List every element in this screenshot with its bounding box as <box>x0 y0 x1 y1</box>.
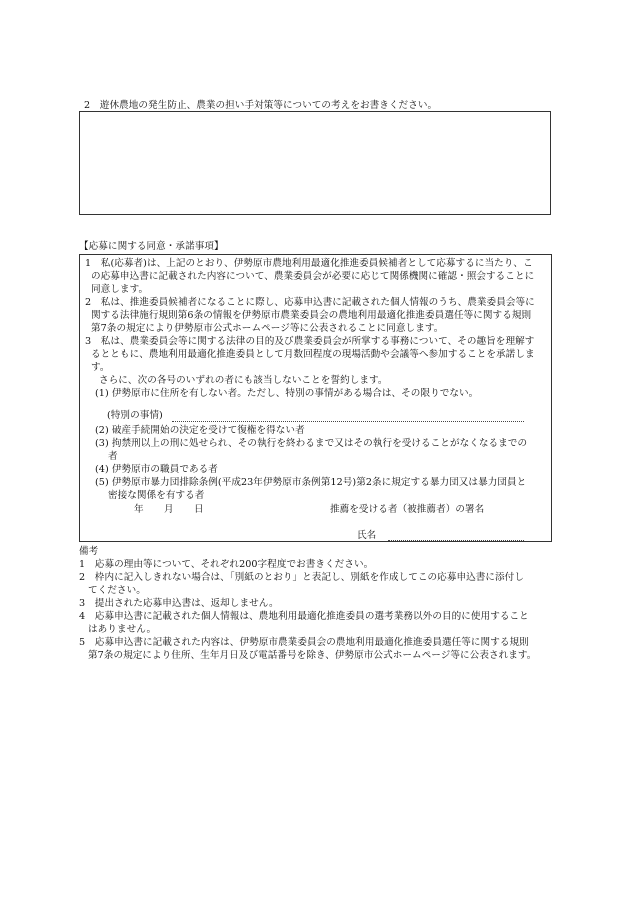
note-line: 2 枠内に記入しきれない場合は、「別紙のとおり」と表記し、別紙を作成してこの応募申込書に添付し <box>79 572 524 583</box>
consent-line: 1 私(応募者)は、上記のとおり、伊勢原市農地利用最適化推進委員候補者として応募するに当たり、こ <box>85 258 533 269</box>
consent-pledge: さらに、次の各号のいずれの者にも該当しないことを誓約します。 <box>99 375 388 386</box>
special-circumstance-line[interactable] <box>172 421 524 422</box>
consent-line: 第7条の規定により伊勢原市公式ホームページ等に公表されることに同意します。 <box>91 323 444 334</box>
date-day-label: 日 <box>194 504 204 515</box>
consent-line: の応募申込書に記載された内容について、農業委員会が必要に応じて関係機関に確認・照会することに <box>91 271 535 282</box>
note-line: てください。 <box>88 585 146 596</box>
consent-heading: 【応募に関する同意・承諾事項】 <box>79 241 224 252</box>
consent-line: るとともに、農地利用最適化推進委員として月数回程度の現場活動や会議等へ参加することを承諾しま <box>91 349 535 360</box>
consent-item-1: (1) 伊勢原市に住所を有しない者。ただし、特別の事情がある場合は、その限りでない。 <box>95 388 479 399</box>
name-label: 氏名 <box>357 530 377 541</box>
consent-line: 2 私は、推進委員候補者になることに際し、応募申込書に記載された個人情報のうち、農業委員会等に <box>85 297 535 308</box>
consent-item-4: (4) 伊勢原市の職員である者 <box>95 464 218 475</box>
special-circumstance-label: (特別の事情) <box>107 410 163 421</box>
signature-label: 推薦を受ける者（被推薦者）の署名 <box>330 504 485 515</box>
consent-item-5: (5) 伊勢原市暴力団排除条例(平成23年伊勢原市条例第12号)第2条に規定する暴力団又は暴力団員と <box>95 477 527 488</box>
consent-item-2: (2) 破産手続開始の決定を受けて復権を得ない者 <box>95 425 305 436</box>
question-2-answer-box[interactable] <box>79 111 551 215</box>
consent-item-3: (3) 拘禁刑以上の刑に処せられ、その執行を終わるまで又はその執行を受けることがなくなるまでの <box>95 438 528 449</box>
note-line: 4 応募申込書に記載された個人情報は、農地利用最適化推進委員の選考業務以外の目的に使用すること <box>79 611 529 622</box>
consent-item-5-cont: 密接な関係を有する者 <box>108 490 205 501</box>
note-line: 3 提出された応募申込書は、返却しません。 <box>79 598 279 609</box>
consent-line: 3 私は、農業委員会等に関する法律の目的及び農業委員会が所掌する事務について、その趣旨を理解す <box>85 336 535 347</box>
date-month-label: 月 <box>164 504 174 515</box>
consent-line: す。 <box>91 362 110 373</box>
note-line: 1 応募の理由等について、それぞれ200字程度でお書きください。 <box>79 559 374 570</box>
consent-line: 同意します。 <box>91 284 149 295</box>
name-signature-line[interactable] <box>388 540 524 541</box>
note-line: 第7条の規定により住所、生年月日及び電話番号を除き、伊勢原市公式ホームページ等に公表されます。 <box>88 650 537 661</box>
notes-heading: 備考 <box>79 546 99 557</box>
date-year-label: 年 <box>134 504 144 515</box>
consent-line: 関する法律施行規則第6条の情報を伊勢原市農業委員会の農地利用最適化推進委員選任等に関する規則 <box>91 310 532 321</box>
note-line: はありません。 <box>88 624 157 635</box>
note-line: 5 応募申込書に記載された内容は、伊勢原市農業委員会の農地利用最適化推進委員選任等に関する規則 <box>79 637 529 648</box>
question-2-text: 2 遊休農地の発生防止、農業の担い手対策等についての考えをお書きください。 <box>84 100 438 111</box>
consent-item-3-cont: 者 <box>108 451 118 462</box>
